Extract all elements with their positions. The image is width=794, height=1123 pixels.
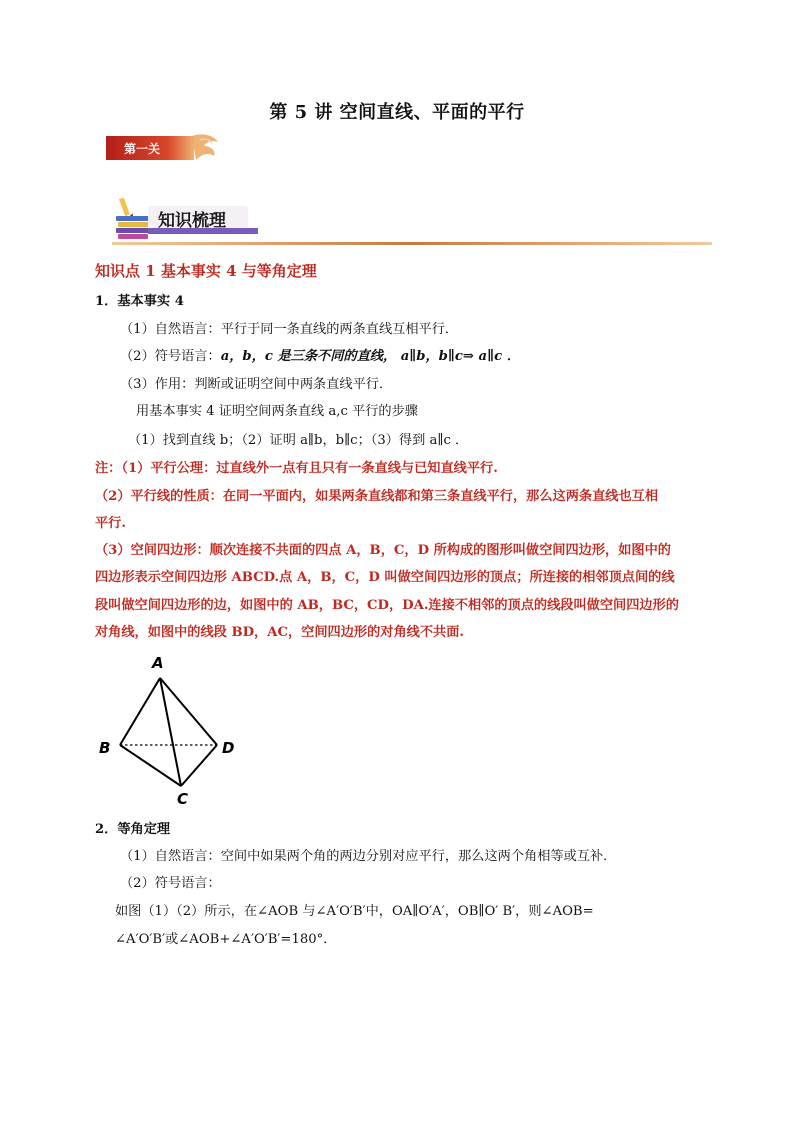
edge-bc [120,745,181,786]
example-line-1: 如图（1）（2）所示，在∠AOB 与∠A′O′B′中，OA∥O′A′，OB∥O′ B′，则∠AOB= [115,904,594,919]
steps-text: （1）找到直线 b；（2）证明 a∥b，b∥c；（3）得到 a∥c ． [128,433,469,448]
level-banner-graphic [106,130,222,166]
books-icon [116,216,150,239]
section-1-heading: 1．基本事实 4 [95,294,184,309]
edge-cd [181,745,217,786]
note-2-line-1: （2）平行线的性质：在同一平面内，如果两条直线都和第三条直线平行，那么这两条直线也互相 [95,489,659,504]
knowledge-point-heading: 知识点 1 基本事实 4 与等角定理 [95,262,317,280]
tetrahedron-figure [90,648,260,817]
section-2-heading: 2．等角定理 [95,822,171,837]
note-3-line-2: 四边形表示空间四边形 ABCD.点 A，B，C，D 叫做空间四边形的顶点；所连接的相邻顶点间的线 [95,570,675,585]
vertex-label-c: C [177,790,189,808]
steps-title: 用基本事实 4 证明空间两条直线 a,c 平行的步骤 [136,404,418,419]
note-3-line-4: 对角线，如图中的线段 BD，AC，空间四边形的对角线不共面. [95,625,464,640]
natural-language-1: （1）自然语言：平行于同一条直线的两条直线互相平行． [120,322,459,337]
page-title: 第 5 讲 空间直线、平面的平行 [269,102,525,123]
note-3-line-3: 段叫做空间四边形的边，如图中的 AB，BC，CD，DA.连接不相邻的顶点的线段叫做空间四边形的 [95,598,679,613]
note-3-line-1: （3）空间四边形：顺次连接不共面的四点 A，B，C，D 所构成的图形叫做空间四边形，如图中的 [95,543,671,558]
example-line-2: ∠A′O′B′或∠AOB+∠A′O′B′=180°． [115,932,337,947]
symbolic-language-1 [120,349,520,365]
effect-1: （3）作用：判断或证明空间中两条直线平行． [120,377,393,392]
symbolic-body-1: a，b，c 是三条不同的直线， a∥b，b∥c⇒ a∥c ． [220,349,520,364]
edge-ad [160,678,217,745]
section-banner [112,196,282,246]
section-banner-text: 知识梳理 [158,211,226,231]
level-banner [106,130,222,170]
vertex-label-b: B [99,739,111,757]
vertex-label-a: A [152,654,164,672]
note-1: 注：（1）平行公理：过直线外一点有且只有一条直线与已知直线平行. [95,461,498,476]
section-banner-graphic [112,196,282,242]
level-banner-text: 第一关 [124,142,161,156]
note-2-line-2: 平行. [95,516,126,531]
edge-ac [160,678,181,786]
vertex-label-d: D [222,739,235,757]
natural-language-2: （1）自然语言：空间中如果两个角的两边分别对应平行，那么这两个角相等或互补． [120,849,617,864]
edge-ab [120,678,160,745]
tetrahedron-diagram [90,648,260,813]
symbolic-prefix-1: （2）符号语言： [120,349,221,364]
section-divider [112,242,712,245]
symbolic-language-2: （2）符号语言： [120,876,221,891]
